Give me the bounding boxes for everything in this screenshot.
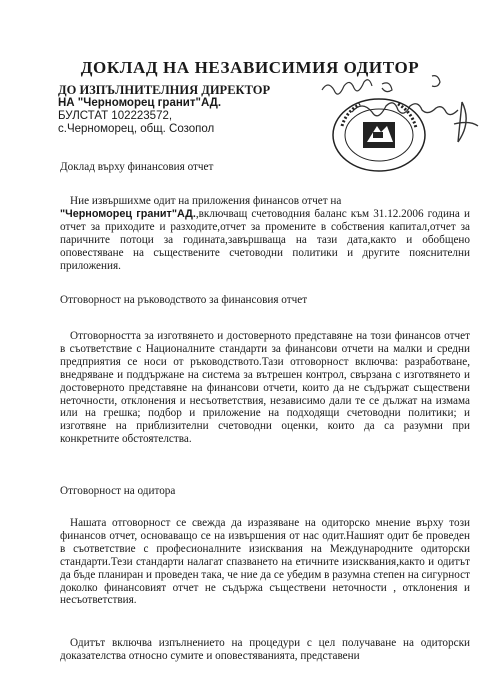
company-name: "Черноморец гранит"АД. xyxy=(60,207,196,220)
audit-includes-paragraph: Одитът включва изпълнението на процедури с цел получаване на одиторски доказателства относно сумите и оповестяванията, представени xyxy=(60,637,470,662)
addressee-block xyxy=(58,84,270,136)
management-responsibility-paragraph: Отговорността за изготвянето и достоверното представяне на този финансов отчет в съответствие с Националните стандарти за финансови отчети на малки и средни предприятия се носи от ръководството.Тази отговорност включва: разработване, внедряване и поддържане на система за вътрешен контрол, свързана с изготвянето и достоверното представяне на финансови отчети, които да не съдържат съществени неточности, отклонения и несъответствия, независимо дали те се дължат на измама или на грешка; подбор и приложение на подходящи счетоводни политики; и изготвяне на приблизителни счетоводни оценки, които да са разумни при конкретните обстоятелства. xyxy=(60,330,470,446)
heading-auditor-responsibility: Отговорност на одитора xyxy=(60,485,176,497)
document-title: ДОКЛАД НА НЕЗАВИСИМИЯ ОДИТОР xyxy=(80,58,420,77)
intro-paragraph xyxy=(60,195,470,272)
auditor-responsibility-paragraph: Нашата отговорност се свежда да изразяване на одиторско мнение върху този финансов отчет, основаващо се на извършения от нас одит.Нашият одит бе проведен в съответствие с професионалните изисквания на Международните одиторски стандарти.Тези стандарти налагат спазването на етичните изисквания,както и одитът да бъде планиран и проведен така, че ние да се убедим в разумна степен на сигурност доколко финансовият отчет не съдържа съществени неточности , отклонения и несъответствия. xyxy=(60,517,470,607)
addressee-line-4: с.Черноморец, общ. Созопол xyxy=(58,123,215,135)
intro-lead: Ние извършихме одит на приложения финансов отчет на xyxy=(70,195,342,207)
intro-rest: ,включващ счетоводния баланс към 31.12.2006 година и отчет за приходите и разходите,отчет за промените в собствения капитал,отчет за паричните потоци за годината,завършваща на тази дата,както и обобщено оповестяване на съществените счетоводни политики и другите пояснителни приложения. xyxy=(60,207,470,272)
heading-management-responsibility: Отговорност на ръководството за финансовия отчет xyxy=(60,294,308,306)
addressee-line-2: НА "Черноморец гранит"АД. xyxy=(58,97,222,109)
addressee-line-1: ДО ИЗПЪЛНИТЕЛНИЯ ДИРЕКТОР xyxy=(58,83,271,97)
addressee-line-3: БУЛСТАТ 102223572, xyxy=(58,110,173,122)
report-subject: Доклад върху финансовия отчет xyxy=(60,161,214,173)
